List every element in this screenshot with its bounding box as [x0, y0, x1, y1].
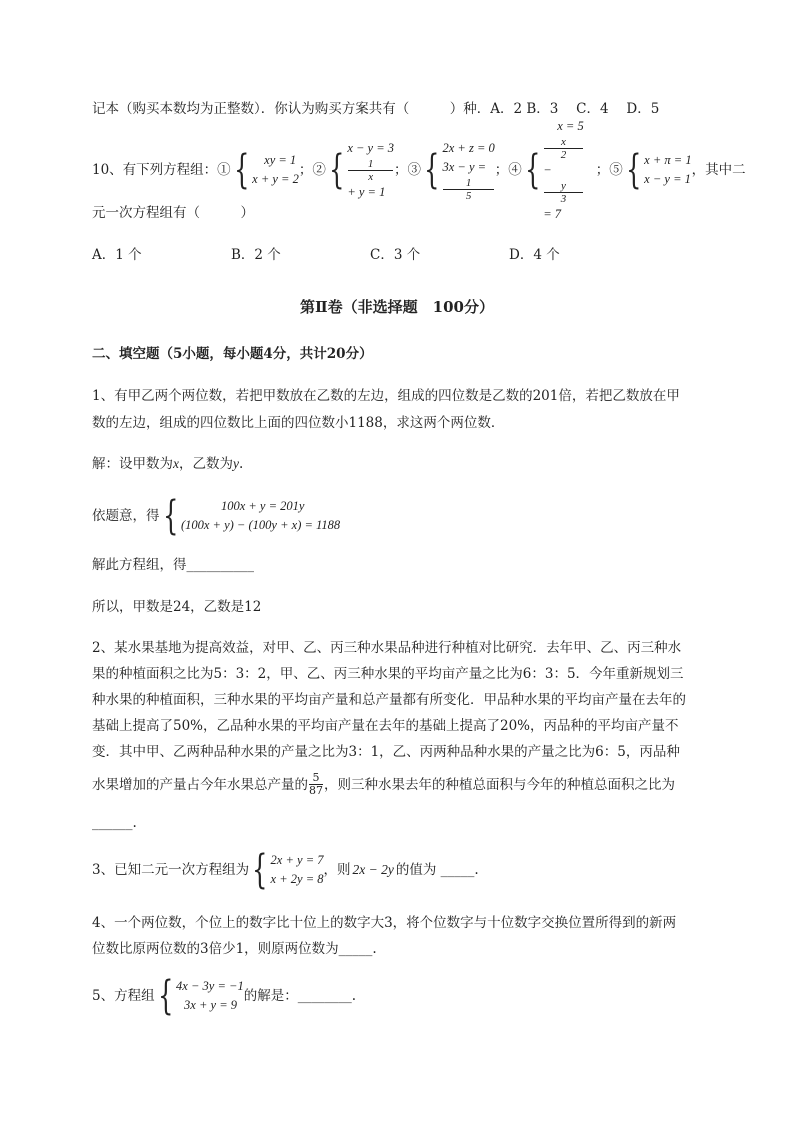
sys3-eq2 [442, 158, 494, 202]
system-5: { x + π = 1 x − y = 1 [625, 147, 692, 193]
system-1: { xy = 1 x + y = 2 [233, 147, 299, 193]
p2-line6-post: ，则三种水果去年的种植总面积与今年的种植总面积之比为 [324, 776, 675, 793]
frac-den: x [368, 170, 374, 183]
p1-sol-pre: 解：设甲数为 [92, 456, 173, 472]
p1-system: { 100x + y = 201y (100x + y) − (100y + x) = 1188 [162, 493, 341, 539]
sys4-eq2-rest: = 7 [543, 206, 562, 221]
p4-line2: 位数比原两位数的3倍少1，则原两位数为_____. [92, 941, 377, 957]
p5-pre: 5、方程组 [92, 988, 155, 1004]
q10-option-c: C．3 个 [370, 247, 421, 263]
q10-option-d: D．4 个 [509, 247, 560, 263]
sys5-eq1: x + π = 1 [644, 153, 692, 167]
system-3: { 2x + z = 0 3x − y = 1 5 [424, 140, 495, 202]
frac-num: x [544, 136, 582, 149]
p1-setup-label: 依题意，得 [92, 508, 160, 524]
p2-line2: 果的种植面积之比为5：3：2，甲、乙、丙三种水果的平均亩产量之比为6：3：5．今年重新规划三 [92, 666, 684, 682]
frac-den: 3 [560, 192, 567, 205]
p3-system: { 2x + y = 7 x + 2y = 8 [252, 847, 324, 893]
p1-solution [92, 455, 243, 473]
system-4: { x = 5 x 2 − y 3 = 7 [522, 117, 584, 224]
p2-line1: 2、某水果基地为提高效益，对甲、乙、丙三种水果品种进行种植对比研究．去年甲、乙、丙三种水 [92, 640, 682, 656]
sys2-eq2-rest: + y = 1 [347, 184, 386, 199]
frac-den: 2 [560, 148, 567, 161]
p2-line6 [92, 772, 675, 797]
q10-line2: 元一次方程组有（ ） [92, 205, 254, 221]
p1-line2: 数的左边，组成的四位数比上面的四位数小1188，求这两个两位数． [92, 415, 505, 431]
p1-answer: 所以，甲数是24，乙数是12 [92, 599, 262, 615]
system-2: { x − y = 3 1 x + y = 1 [326, 139, 394, 202]
p5-line [92, 973, 356, 1019]
frac-den: 5 [465, 189, 472, 202]
p4-line1: 4、一个两位数，个位上的数字比十位上的数字大3，将个位数字与十位数字交换位置所得到的新两 [92, 915, 677, 931]
sys4-eq2 [543, 136, 583, 224]
minus: − [543, 162, 552, 177]
p1-eq1: 100x + y = 201y [220, 499, 305, 513]
sys4-eq1: x = 5 [557, 118, 584, 133]
p5-system: { 4x − 3y = −1 3x + y = 9 [157, 973, 244, 1019]
q10-sep5: ；⑤ [595, 162, 623, 178]
p3-expr: 2x − 2y [352, 862, 394, 877]
p2-line6-pre: 水果增加的产量占今年水果总产量的 [92, 776, 308, 793]
p3-mid: ，则 [323, 862, 351, 878]
sys2-eq1: x − y = 3 [347, 140, 395, 155]
part2-title: 第Ⅱ卷（非选择题 100分） [300, 298, 494, 316]
p3-pre: 3、已知二元一次方程组为 [92, 862, 250, 878]
p2-line5: 变．其中甲、乙两种品种水果的产量之比为3：1，乙、丙两种品种水果的产量之比为6：5，丙品种 [92, 744, 680, 760]
p3-eq2: x + 2y = 8 [270, 872, 324, 886]
var-x: x [173, 456, 179, 471]
p2-line4: 基础上提高了50%，乙品种水果的平均亩产量在去年的基础上提高了20%，丙品种的平均亩产量不 [92, 718, 679, 734]
p1-line1: 1、有甲乙两个两位数，若把甲数放在乙数的左边，组成的四位数是乙数的201倍，若把乙数放在甲 [92, 388, 680, 404]
q10-sep3: ；③ [394, 162, 422, 178]
q10-tail: ，其中二 [691, 162, 746, 178]
q10-option-a: A．1 个 [92, 247, 142, 263]
p1-eq2: (100x + y) − (100y + x) = 1188 [180, 518, 341, 532]
q10-sep2: ；② [298, 162, 326, 178]
sys3-eq1: 2x + z = 0 [442, 140, 495, 155]
p2-line3: 种水果的种植面积，三种水果的平均亩产量和总产量都有所变化．甲品种水果的平均亩产量在去年的 [92, 692, 686, 708]
p1-solve: 解此方程组，得__________ [92, 557, 254, 573]
p1-sol-mid: ，乙数为 [179, 456, 233, 472]
q10-sep4: ；④ [494, 162, 522, 178]
p3-line [92, 847, 479, 893]
section-title: 二、填空题（5小题，每小题4分，共计20分） [92, 346, 373, 362]
sys5-eq2: x − y = 1 [644, 172, 691, 186]
q10-lead: 10、有下列方程组：① [92, 162, 231, 178]
p2-fraction [309, 772, 323, 797]
p1-setup [92, 494, 340, 538]
sys1-eq2: x + y = 2 [252, 172, 299, 186]
p3-post: 的值为 _____. [395, 862, 479, 878]
p2-line7: ______. [92, 815, 137, 831]
frac-num: 1 [348, 158, 393, 171]
frac-num: 5 [309, 772, 323, 785]
q10-option-b: B．2 个 [231, 247, 281, 263]
sys1-eq1: xy = 1 [264, 153, 297, 167]
p3-eq1: 2x + y = 7 [270, 853, 324, 867]
p5-post: 的解是：________. [243, 988, 356, 1004]
frac-num: y [544, 180, 582, 193]
p5-eq1: 4x − 3y = −1 [176, 979, 244, 993]
frac-num: 1 [443, 177, 493, 190]
p5-eq2: 3x + y = 9 [184, 998, 238, 1012]
frac-den: 87 [309, 784, 323, 797]
sys3-eq2-left: 3x − y = [442, 159, 487, 174]
sys2-eq2 [347, 158, 394, 202]
q9-tail-text: 记本（购买本数均为正整数）．你认为购买方案共有（ ）种．A．2 B．3 C．4 D．5 [92, 101, 660, 117]
p1-sol-end: . [239, 456, 244, 472]
var-y: y [233, 456, 239, 471]
